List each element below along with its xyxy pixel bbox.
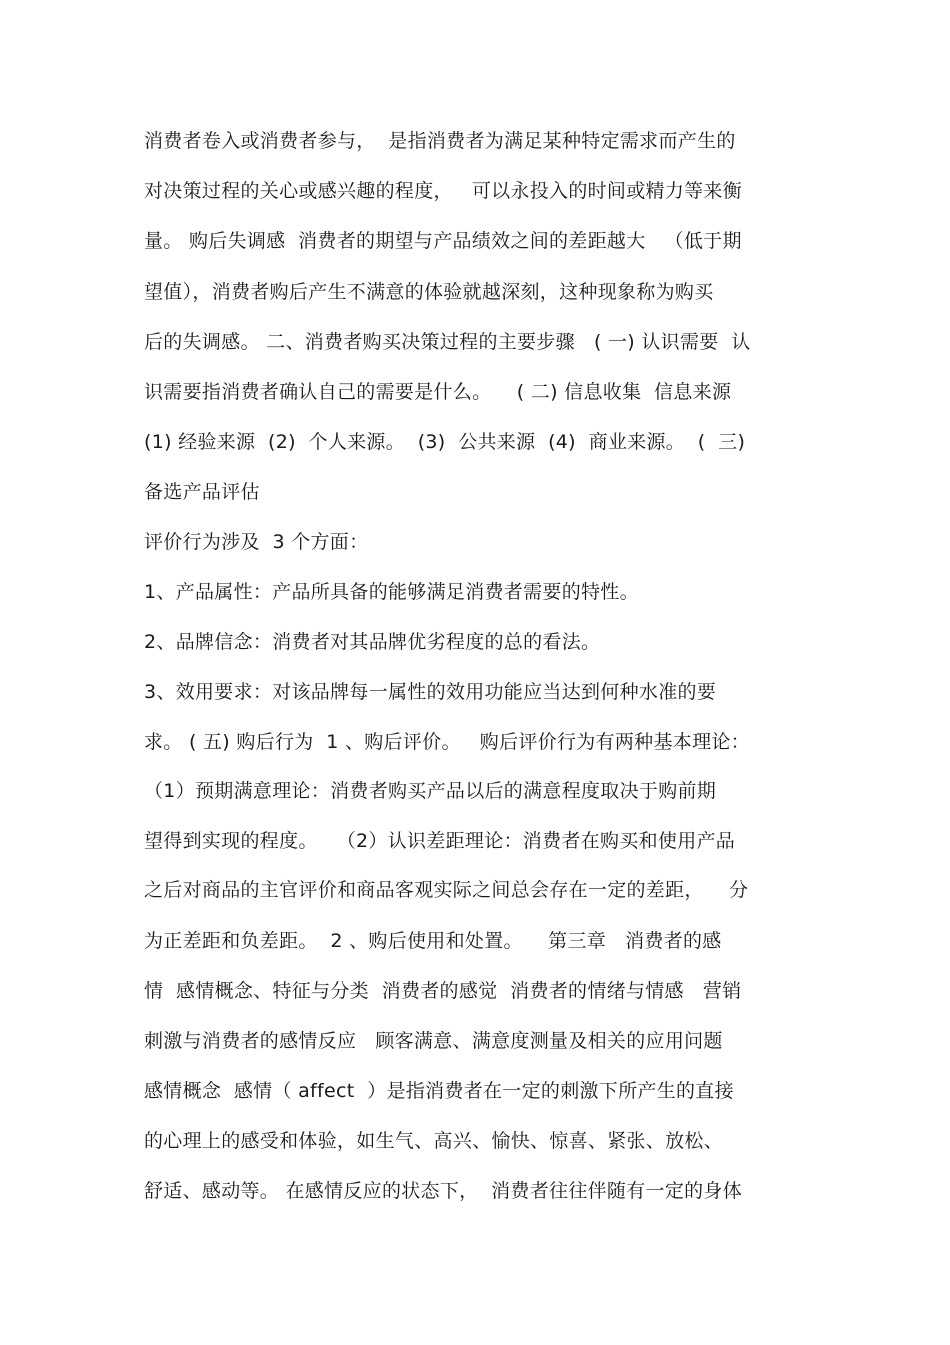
text-line: （1）预期满意理论：消费者购买产品以后的满意程度取决于购前期 xyxy=(144,780,717,802)
text-line: 评价行为涉及 3 个方面： xyxy=(144,531,369,553)
text-line: 消费者卷入或消费者参与， 是指消费者为满足某种特定需求而产生的 xyxy=(144,130,736,152)
text-line: 之后对商品的主官评价和商品客观实际之间总会存在一定的差距， 分 xyxy=(144,879,749,901)
text-line: 望值），消费者购后产生不满意的体验就越深刻，这种现象称为购买 xyxy=(144,281,714,303)
text-line: 望得到实现的程度。 （2）认识差距理论：消费者在购买和使用产品 xyxy=(144,830,736,852)
text-line: 3、效用要求：对该品牌每一属性的效用功能应当达到何种水准的要 xyxy=(144,681,717,703)
text-line: 为正差距和负差距。 2 、购后使用和处置。 第三章 消费者的感 xyxy=(144,930,722,952)
text-line: 情 感情概念、特征与分类 消费者的感觉 消费者的情绪与情感 营销 xyxy=(144,980,742,1002)
text-line: 舒适、感动等。 在感情反应的状态下， 消费者往往伴随有一定的身体 xyxy=(144,1180,743,1202)
text-line: 备选产品评估 xyxy=(144,481,260,503)
text-line: 1、产品属性：产品所具备的能够满足消费者需要的特性。 xyxy=(144,581,639,603)
text-line: 的心理上的感受和体验，如生气、高兴、愉快、惊喜、紧张、放松、 xyxy=(144,1130,724,1152)
text-line: 对决策过程的关心或感兴趣的程度， 可以永投入的时间或精力等来衡 xyxy=(144,180,743,202)
text-line: 2、品牌信念：消费者对其品牌优劣程度的总的看法。 xyxy=(144,631,601,653)
text-line: 刺激与消费者的感情反应 顾客满意、满意度测量及相关的应用问题 xyxy=(144,1030,723,1052)
text-line: 量。 购后失调感 消费者的期望与产品绩效之间的差距越大 （低于期 xyxy=(144,230,742,252)
text-line: (1) 经验来源 (2) 个人来源。 (3) 公共来源 (4) 商业来源。 ( 三) xyxy=(144,431,746,453)
text-line: 求。 ( 五) 购后行为 1 、购后评价。 购后评价行为有两种基本理论： xyxy=(144,731,750,753)
text-line: 感情概念 感情（ affect ）是指消费者在一定的刺激下所产生的直接 xyxy=(144,1080,734,1102)
text-line: 后的失调感。 二、消费者购买决策过程的主要步骤 ( 一) 认识需要 认 xyxy=(144,331,751,353)
text-line: 识需要指消费者确认自己的需要是什么。 ( 二) 信息收集 信息来源 xyxy=(144,381,732,403)
